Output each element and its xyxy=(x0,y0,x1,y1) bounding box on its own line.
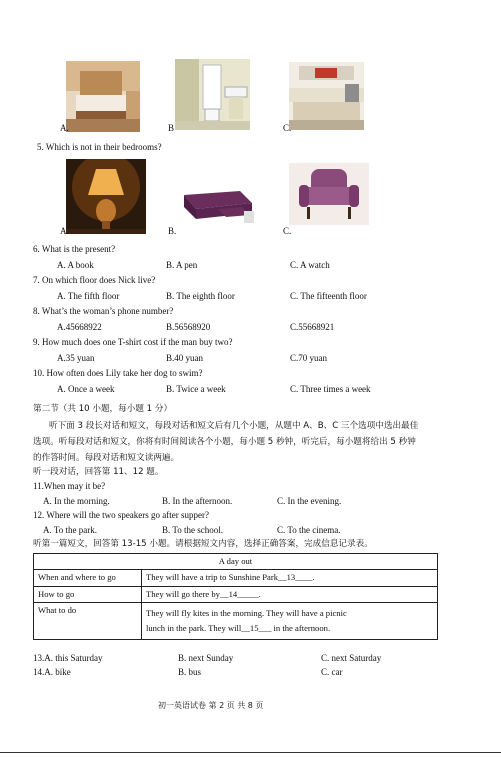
lamp-photo xyxy=(66,159,146,234)
section2-title: 第二节（共 10 小题，每小题 1 分） xyxy=(33,404,173,414)
q5-option-c: C. xyxy=(283,226,292,236)
q10-option-a: A. Once a week xyxy=(57,384,115,394)
q5-question: 5. Which is not in their bedrooms? xyxy=(37,142,162,152)
q13-option-c: C. next Saturday xyxy=(321,653,382,663)
armchair-photo xyxy=(289,163,369,225)
q7-option-c: C. The fifteenth floor xyxy=(290,291,367,301)
q5-option-b: B. xyxy=(168,226,177,236)
q9-option-b: B.40 yuan xyxy=(166,353,203,363)
q14-option-a: 14.A. bike xyxy=(33,667,71,677)
q12-option-b: B. To the school. xyxy=(162,525,223,535)
q4-option-b: B xyxy=(168,123,175,133)
q11-option-b: B. In the afternoon. xyxy=(162,496,233,506)
info-table-value: They will go there by__14_____. xyxy=(142,586,438,602)
q9-option-a: A.35 yuan xyxy=(57,353,95,363)
q13-option-a: 13.A. this Saturday xyxy=(33,653,103,663)
q11-option-c: C. In the evening. xyxy=(277,496,342,506)
q12-question: 12. Where will the two speakers go after supper? xyxy=(33,510,210,520)
section2-instructions-2: 选项。听每段对话和短文，你将有时间阅读各个小题，每小题 5 秒钟，听完后，每小题将给出 5 秒钟 xyxy=(33,437,416,447)
info-table xyxy=(33,553,438,640)
bedroom-photo xyxy=(66,61,140,132)
q14-option-b: B. bus xyxy=(178,667,202,677)
q7-option-a: A. The fifth floor xyxy=(57,291,120,301)
bottom-divider xyxy=(0,752,501,753)
q8-question: 8. What’s the woman’s phone number? xyxy=(33,306,174,316)
q6-option-c: C. A watch xyxy=(290,260,330,270)
q13-option-b: B. next Sunday xyxy=(178,653,234,663)
q4-option-c: C. xyxy=(283,123,292,133)
q11-question: 11.When may it be? xyxy=(33,481,106,491)
q10-option-c: C. Three times a week xyxy=(290,384,371,394)
q9-question: 9. How much does one T-shirt cost if the man buy two? xyxy=(33,337,233,347)
q8-option-a: A.45668922 xyxy=(57,322,102,332)
q14-option-c: C. car xyxy=(321,667,343,677)
q8-option-b: B.56568920 xyxy=(166,322,211,332)
info-table-label: What to do xyxy=(34,603,142,640)
q9-option-c: C.70 yuan xyxy=(290,353,327,363)
q6-question: 6. What is the present? xyxy=(33,244,116,254)
q10-option-b: B. Twice a week xyxy=(166,384,226,394)
q5-option-a: A. xyxy=(60,226,69,236)
section2-instructions-1: 听下面 3 段长对话和短文，每段对话和短文后有几个小题，从题中 A、B、C 三个选项中选出最佳 xyxy=(49,421,419,431)
dialogue-intro: 听一段对话，回答第 11、12 题。 xyxy=(33,467,164,477)
passage-intro: 听第一篇短文，回答第 13-15 小题。请根据短文内容，选择正确答案，完成信息记录表。 xyxy=(33,539,373,549)
q6-option-b: B. A pen xyxy=(166,260,198,270)
sofa-photo xyxy=(178,181,258,227)
info-table-label: When and where to go xyxy=(34,570,142,586)
info-table-value: They will have a trip to Sunshine Park__13____. xyxy=(142,570,438,586)
kitchen-photo xyxy=(289,62,364,130)
q12-option-a: A. To the park. xyxy=(43,525,97,535)
q10-question: 10. How often does Lily take her dog to swim? xyxy=(33,368,203,378)
info-table-value-line: lunch in the park. They will__15___ in the afternoon. xyxy=(146,623,331,634)
q7-option-b: B. The eighth floor xyxy=(166,291,235,301)
q11-option-a: A. In the morning. xyxy=(43,496,110,506)
q6-option-a: A. A book xyxy=(57,260,94,270)
section2-instructions-3: 的作答时间。每段对话和短文读两遍。 xyxy=(33,453,180,463)
q8-option-c: C.55668921 xyxy=(290,322,335,332)
info-table-value-line: They will fly kites in the morning. They will have a picnic xyxy=(146,608,347,619)
info-table-label: How to go xyxy=(34,586,142,602)
info-table-title: A day out xyxy=(34,554,438,570)
q7-question: 7. On which floor does Nick live? xyxy=(33,275,156,285)
q4-option-a: A. xyxy=(60,123,69,133)
bathroom-photo xyxy=(175,59,250,130)
page-footer: 初一英语试卷 第 2 页 共 8 页 xyxy=(158,701,264,710)
info-table-value xyxy=(142,603,438,640)
q12-option-c: C. To the cinema. xyxy=(277,525,341,535)
